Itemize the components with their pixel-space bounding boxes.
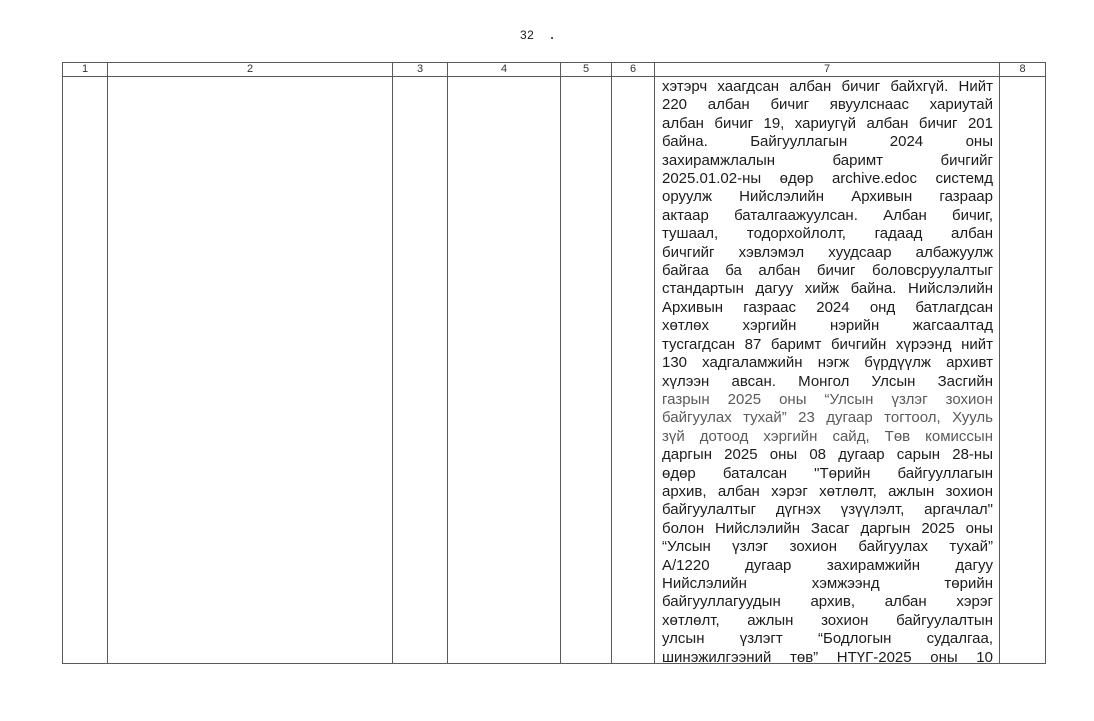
text-line: албан бичиг 19, хариугүй албан бичиг 201 — [662, 114, 993, 132]
text-line: даргын 2025 оны 08 дугаар сарын 28-ны — [662, 446, 993, 464]
text-line: улсын үзлэгт “Бодлогын судалгаа, — [662, 630, 993, 648]
text-line: “Улсын үзлэг зохион байгуулах тухай” — [662, 538, 993, 556]
text-line: байгууллагуудын архив, албан хэрэг — [662, 593, 993, 611]
column-header-1: 1 — [63, 63, 108, 77]
column-header-6: 6 — [612, 63, 655, 77]
page-number-value: 32 — [520, 28, 535, 42]
text-line: захирамжлалын баримт бичгийг — [662, 151, 993, 169]
text-line: Архивын газраас 2024 онд батлагдсан — [662, 298, 993, 316]
text-line: шинэжилгээний төв” НТҮГ-2025 оны 10 — [662, 648, 993, 663]
text-line: өдөр баталсан "Төрийн байгууллагын — [662, 464, 993, 482]
column-header-3: 3 — [393, 63, 448, 77]
text-line: 220 албан бичиг явуулснаас хариутай — [662, 96, 993, 114]
column-header-8: 8 — [1000, 63, 1046, 77]
page-number-mark: . — [550, 28, 555, 42]
column-7-text — [655, 77, 999, 663]
text-line: болон Нийслэлийн Засаг даргын 2025 оны — [662, 519, 993, 537]
cell-col-2 — [108, 77, 393, 664]
text-line: 130 хадгаламжийн нэгж бүрдүүлж архивт — [662, 354, 993, 372]
cell-col-4 — [448, 77, 561, 664]
text-line: тусгагдсан 87 баримт бичгийн хүрээнд нийт — [662, 335, 993, 353]
cell-col-7 — [655, 77, 1000, 664]
table-header-row — [63, 63, 1046, 77]
column-header-4: 4 — [448, 63, 561, 77]
page-number — [520, 28, 580, 42]
text-line: тушаал, тодорхойлолт, гадаад албан — [662, 225, 993, 243]
cell-col-6 — [612, 77, 655, 664]
column-header-5: 5 — [561, 63, 612, 77]
text-line: байгаа ба албан бичиг боловсруулалтыг — [662, 262, 993, 280]
text-line: бичгийг хэвлэмэл хуудсаар албажуулж — [662, 243, 993, 261]
table-row — [63, 77, 1046, 664]
text-line: хэтэрч хаагдсан албан бичиг байхгүй. Нийт — [662, 78, 993, 95]
cell-col-5 — [561, 77, 612, 664]
text-line: зүй дотоод хэргийн сайд, Төв комиссын — [662, 427, 993, 445]
text-line: 2025.01.02-ны өдөр archive.edoc системд — [662, 170, 993, 188]
column-header-7: 7 — [655, 63, 1000, 77]
cell-col-3 — [393, 77, 448, 664]
column-header-2: 2 — [108, 63, 393, 77]
text-line: байгуулалтыг дүгнэх үзүүлэлт, аргачлал" — [662, 501, 993, 519]
text-line: байна. Байгууллагын 2024 оны — [662, 133, 993, 151]
cell-col-1 — [63, 77, 108, 664]
text-line: хөтлөлт, ажлын зохион байгуулалтын — [662, 611, 993, 629]
text-line: оруулж Нийслэлийн Архивын газраар — [662, 188, 993, 206]
text-line: хөтлөх хэргийн нэрийн жагсаалтад — [662, 317, 993, 335]
text-line: А/1220 дугаар захирамжийн дагуу — [662, 556, 993, 574]
text-line: Нийслэлийн хэмжээнд төрийн — [662, 574, 993, 592]
text-line: байгуулах тухай” 23 дугаар тогтоол, Хууль — [662, 409, 993, 427]
text-line: стандартын дагуу хийж байна. Нийслэлийн — [662, 280, 993, 298]
document-table — [62, 62, 1046, 664]
text-line: архив, албан хэрэг хөтлөлт, ажлын зохион — [662, 482, 993, 500]
text-line: актаар баталгаажуулсан. Албан бичиг, — [662, 206, 993, 224]
text-line: хүлээн авсан. Монгол Улсын Засгийн — [662, 372, 993, 390]
text-line: газрын 2025 оны “Улсын үзлэг зохион — [662, 390, 993, 408]
cell-col-8 — [1000, 77, 1046, 664]
